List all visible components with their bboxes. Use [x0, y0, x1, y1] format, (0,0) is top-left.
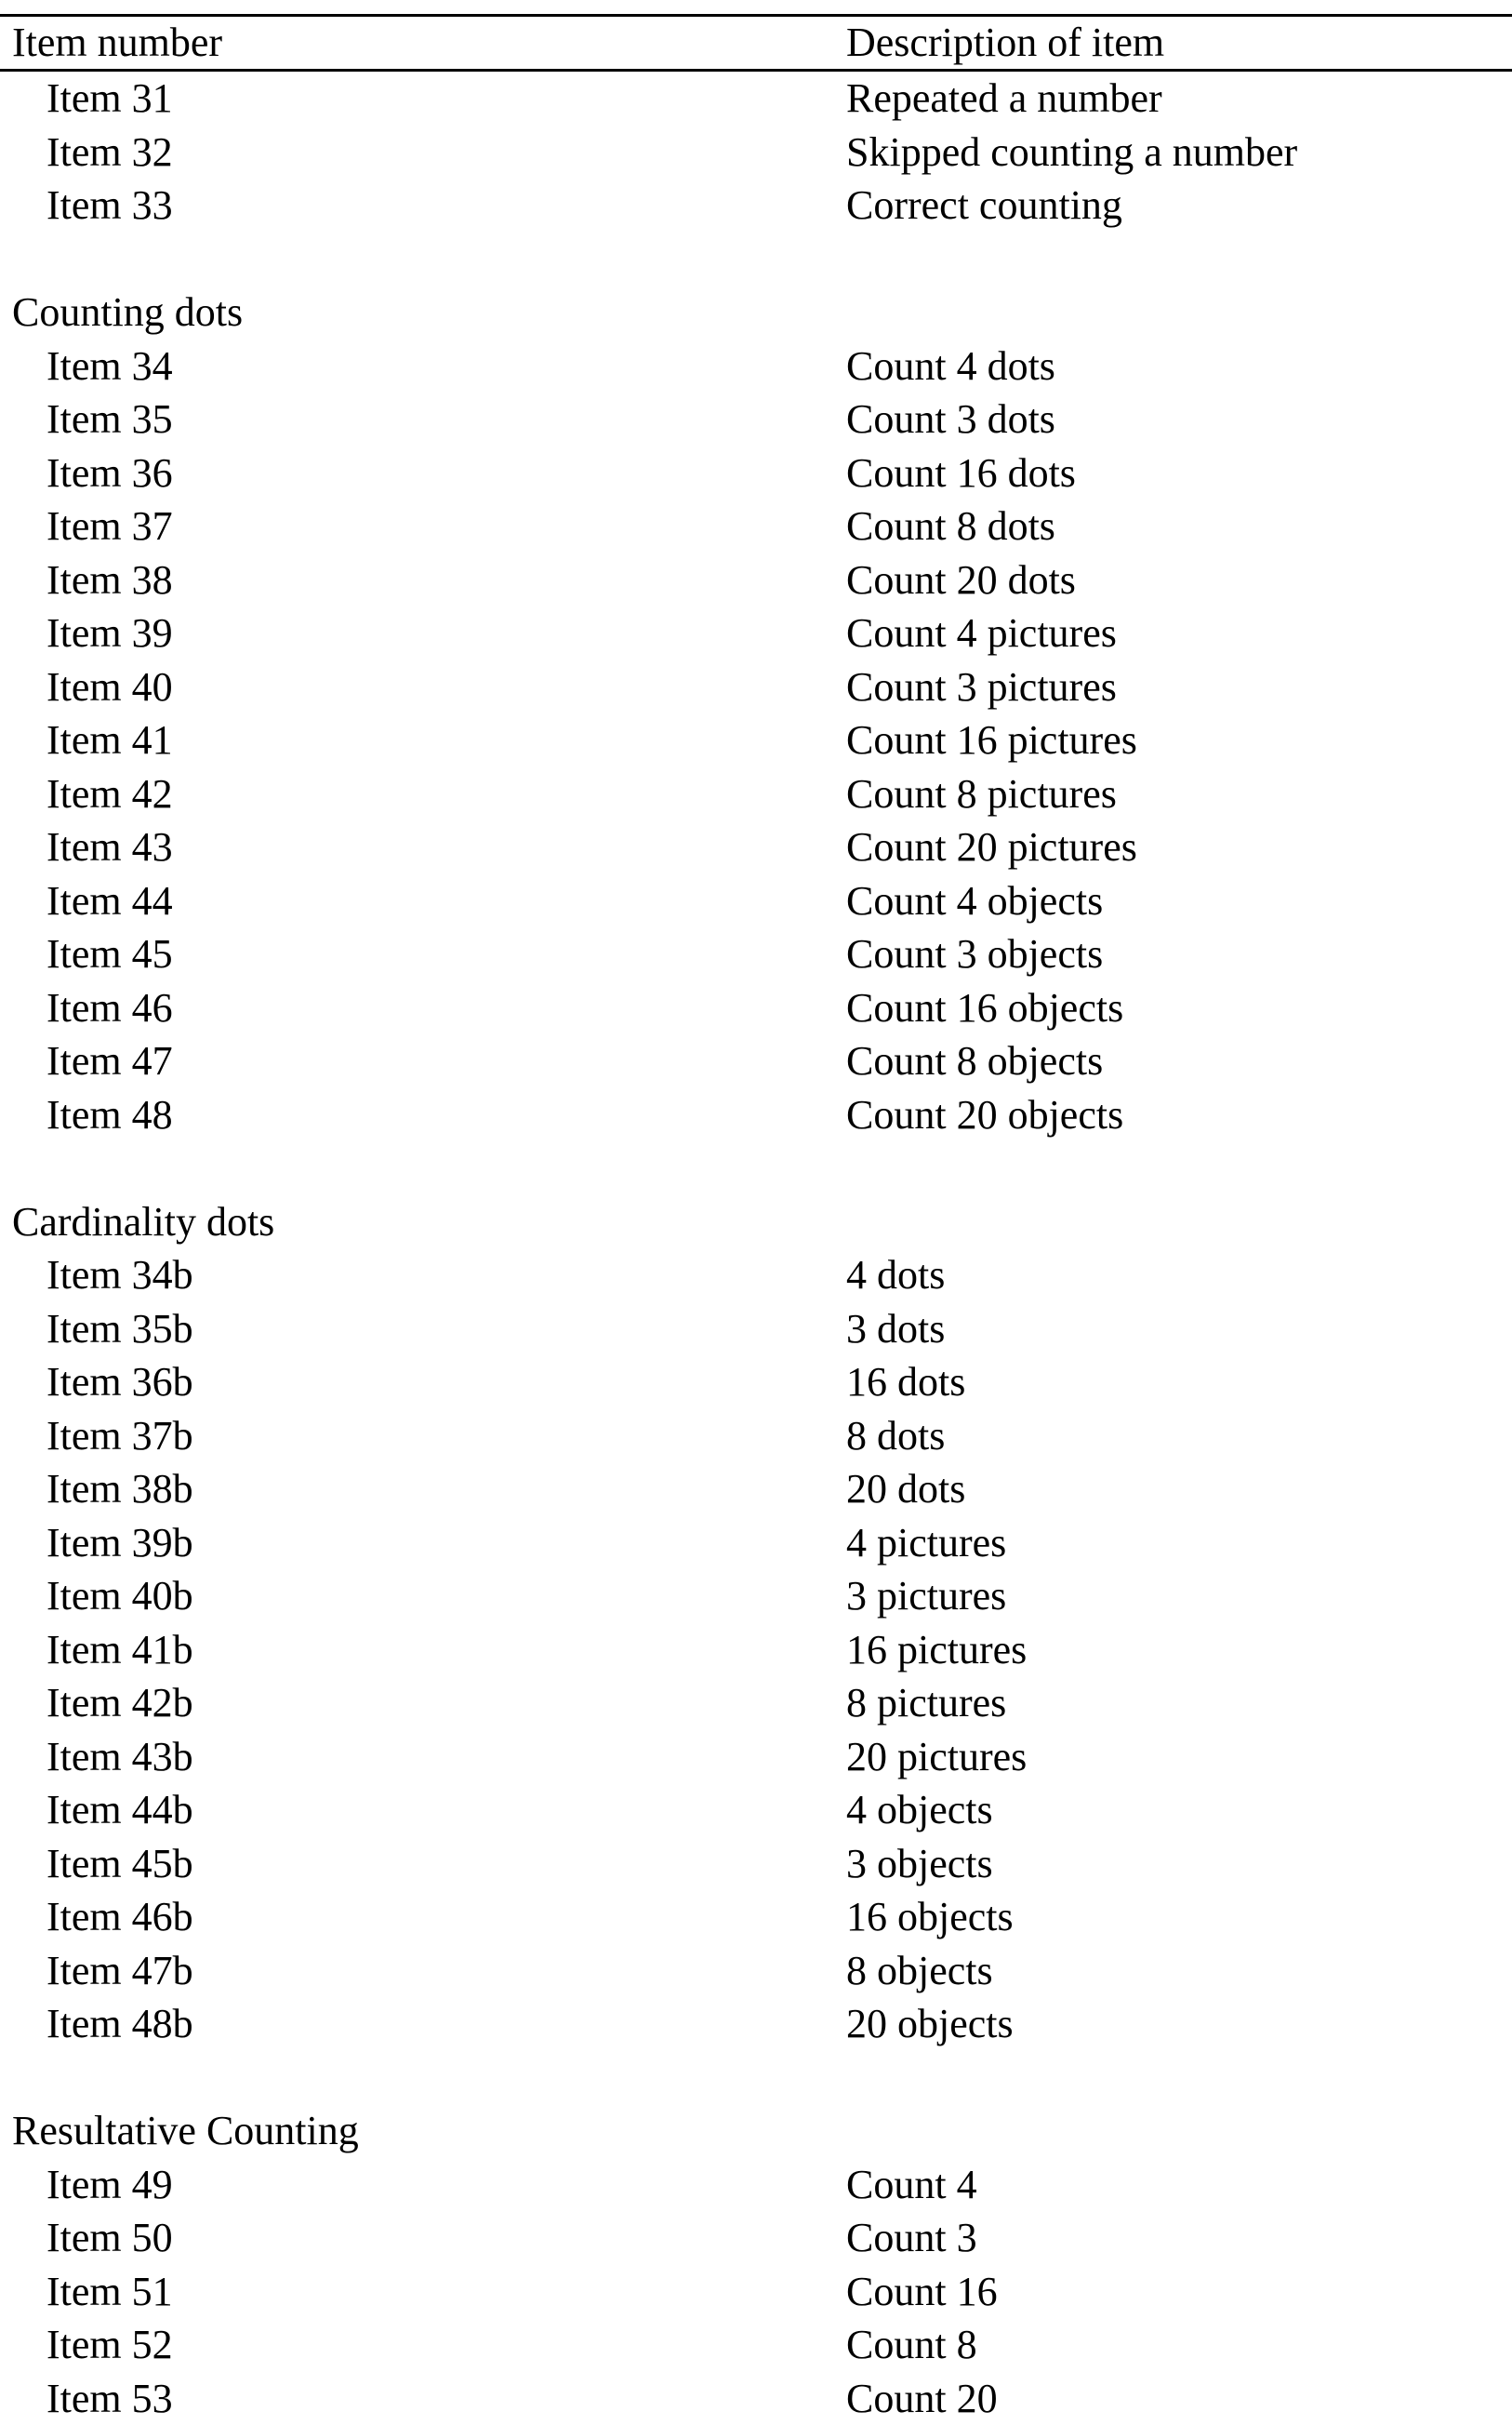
item-number-cell: Item 39b [46, 1516, 193, 1570]
description-cell: 16 dots [846, 1355, 965, 1409]
table-row [0, 2372, 1512, 2425]
description-cell: 4 dots [846, 1248, 945, 1302]
table-row [0, 2265, 1512, 2319]
table-row [0, 1034, 1512, 1088]
table-row [0, 820, 1512, 874]
item-number-cell: Item 33 [46, 179, 173, 233]
item-number-cell: Item 36 [46, 446, 173, 500]
item-number-cell: Item 43 [46, 820, 173, 874]
item-number-cell: Item 47b [46, 1944, 193, 1998]
description-cell: 8 objects [846, 1944, 993, 1998]
table-row [0, 1302, 1512, 1356]
item-number-cell: Item 44b [46, 1783, 193, 1837]
description-cell: Count 20 pictures [846, 820, 1137, 874]
table-row [0, 1783, 1512, 1837]
table-row [0, 1944, 1512, 1998]
description-cell: Count 16 dots [846, 446, 1076, 500]
table-row [0, 1088, 1512, 1142]
table-row [0, 1890, 1512, 1944]
description-cell: Count 4 objects [846, 874, 1103, 928]
table-row [0, 1837, 1512, 1891]
description-cell: Count 3 dots [846, 393, 1055, 446]
description-cell: Count 16 objects [846, 981, 1123, 1035]
table-row [0, 340, 1512, 393]
item-number-cell: Item 42b [46, 1676, 193, 1730]
section-header-row [0, 1195, 1512, 1249]
description-cell: Count 20 [846, 2372, 998, 2425]
item-number-cell: Item 35b [46, 1302, 193, 1356]
table-row [0, 1569, 1512, 1623]
item-number-cell: Item 52 [46, 2318, 173, 2372]
description-cell: 20 dots [846, 1462, 965, 1516]
table-row [0, 1730, 1512, 1784]
table-row [0, 606, 1512, 660]
item-number-cell: Item 39 [46, 606, 173, 660]
item-number-cell: Item 40b [46, 1569, 193, 1623]
description-cell: Count 3 [846, 2211, 977, 2265]
description-cell: 16 objects [846, 1890, 1014, 1944]
section-title: Cardinality dots [12, 1195, 274, 1249]
item-number-cell: Item 42 [46, 767, 173, 821]
description-cell: 20 objects [846, 1997, 1014, 2051]
table-row [0, 179, 1512, 233]
item-number-cell: Item 40 [46, 660, 173, 714]
description-cell: Count 4 dots [846, 340, 1055, 393]
item-number-cell: Item 41b [46, 1623, 193, 1677]
item-number-cell: Item 45 [46, 927, 173, 981]
section-header-row [0, 286, 1512, 340]
description-cell: 16 pictures [846, 1623, 1027, 1677]
table-header [0, 17, 1512, 69]
description-cell: Count 8 pictures [846, 767, 1117, 821]
table-row [0, 1676, 1512, 1730]
description-cell: Count 3 pictures [846, 660, 1117, 714]
table-row [0, 1997, 1512, 2051]
table-row [0, 713, 1512, 767]
item-number-cell: Item 48b [46, 1997, 193, 2051]
description-cell: Count 8 dots [846, 500, 1055, 553]
table-row [0, 1462, 1512, 1516]
table-row [0, 72, 1512, 126]
item-number-cell: Item 36b [46, 1355, 193, 1409]
item-number-cell: Item 37 [46, 500, 173, 553]
table-row [0, 500, 1512, 553]
description-cell: Count 20 dots [846, 553, 1076, 607]
header-description: Description of item [846, 17, 1164, 69]
description-cell: Repeated a number [846, 72, 1162, 126]
item-number-cell: Item 37b [46, 1409, 193, 1463]
description-cell: Count 8 objects [846, 1034, 1103, 1088]
description-cell: Count 4 pictures [846, 606, 1117, 660]
section-header-row [0, 2104, 1512, 2158]
item-number-cell: Item 53 [46, 2372, 173, 2425]
section-title: Resultative Counting [12, 2104, 359, 2158]
description-cell: Count 20 objects [846, 1088, 1123, 1142]
description-cell: Count 3 objects [846, 927, 1103, 981]
table-row [0, 126, 1512, 180]
description-cell: Count 8 [846, 2318, 977, 2372]
item-number-cell: Item 43b [46, 1730, 193, 1784]
section-title: Counting dots [12, 286, 243, 340]
table-row [0, 553, 1512, 607]
spacer-row [0, 2051, 1512, 2105]
item-number-cell: Item 49 [46, 2158, 173, 2212]
item-number-cell: Item 50 [46, 2211, 173, 2265]
table-row [0, 1248, 1512, 1302]
item-number-cell: Item 45b [46, 1837, 193, 1891]
item-number-cell: Item 34b [46, 1248, 193, 1302]
table-row [0, 927, 1512, 981]
item-number-cell: Item 44 [46, 874, 173, 928]
description-cell: 3 objects [846, 1837, 993, 1891]
item-number-cell: Item 38b [46, 1462, 193, 1516]
description-cell: Count 16 [846, 2265, 998, 2319]
table-row [0, 874, 1512, 928]
spacer-row [0, 233, 1512, 286]
table-row [0, 2158, 1512, 2212]
item-number-cell: Item 32 [46, 126, 173, 180]
description-cell: Skipped counting a number [846, 126, 1297, 180]
item-number-cell: Item 48 [46, 1088, 173, 1142]
table-row [0, 1409, 1512, 1463]
item-number-cell: Item 41 [46, 713, 173, 767]
item-number-cell: Item 46b [46, 1890, 193, 1944]
table-row [0, 446, 1512, 500]
table-row [0, 1623, 1512, 1677]
description-cell: Correct counting [846, 179, 1122, 233]
table-row [0, 660, 1512, 714]
item-number-cell: Item 31 [46, 72, 173, 126]
item-number-cell: Item 47 [46, 1034, 173, 1088]
item-number-cell: Item 51 [46, 2265, 173, 2319]
table-row [0, 2211, 1512, 2265]
item-number-cell: Item 46 [46, 981, 173, 1035]
description-cell: 3 pictures [846, 1569, 1006, 1623]
header-item-number: Item number [12, 17, 222, 69]
description-cell: 4 objects [846, 1783, 993, 1837]
item-number-cell: Item 34 [46, 340, 173, 393]
table-row [0, 981, 1512, 1035]
description-cell: 8 dots [846, 1409, 945, 1463]
item-number-cell: Item 38 [46, 553, 173, 607]
description-cell: Count 16 pictures [846, 713, 1137, 767]
table-body [0, 72, 1512, 2425]
spacer-row [0, 1141, 1512, 1195]
table-row [0, 767, 1512, 821]
description-cell: 3 dots [846, 1302, 945, 1356]
item-number-cell: Item 35 [46, 393, 173, 446]
description-cell: 20 pictures [846, 1730, 1027, 1784]
table-row [0, 2318, 1512, 2372]
table-row [0, 393, 1512, 446]
description-cell: Count 4 [846, 2158, 977, 2212]
table-row [0, 1516, 1512, 1570]
table-row [0, 1355, 1512, 1409]
description-cell: 4 pictures [846, 1516, 1006, 1570]
description-cell: 8 pictures [846, 1676, 1006, 1730]
